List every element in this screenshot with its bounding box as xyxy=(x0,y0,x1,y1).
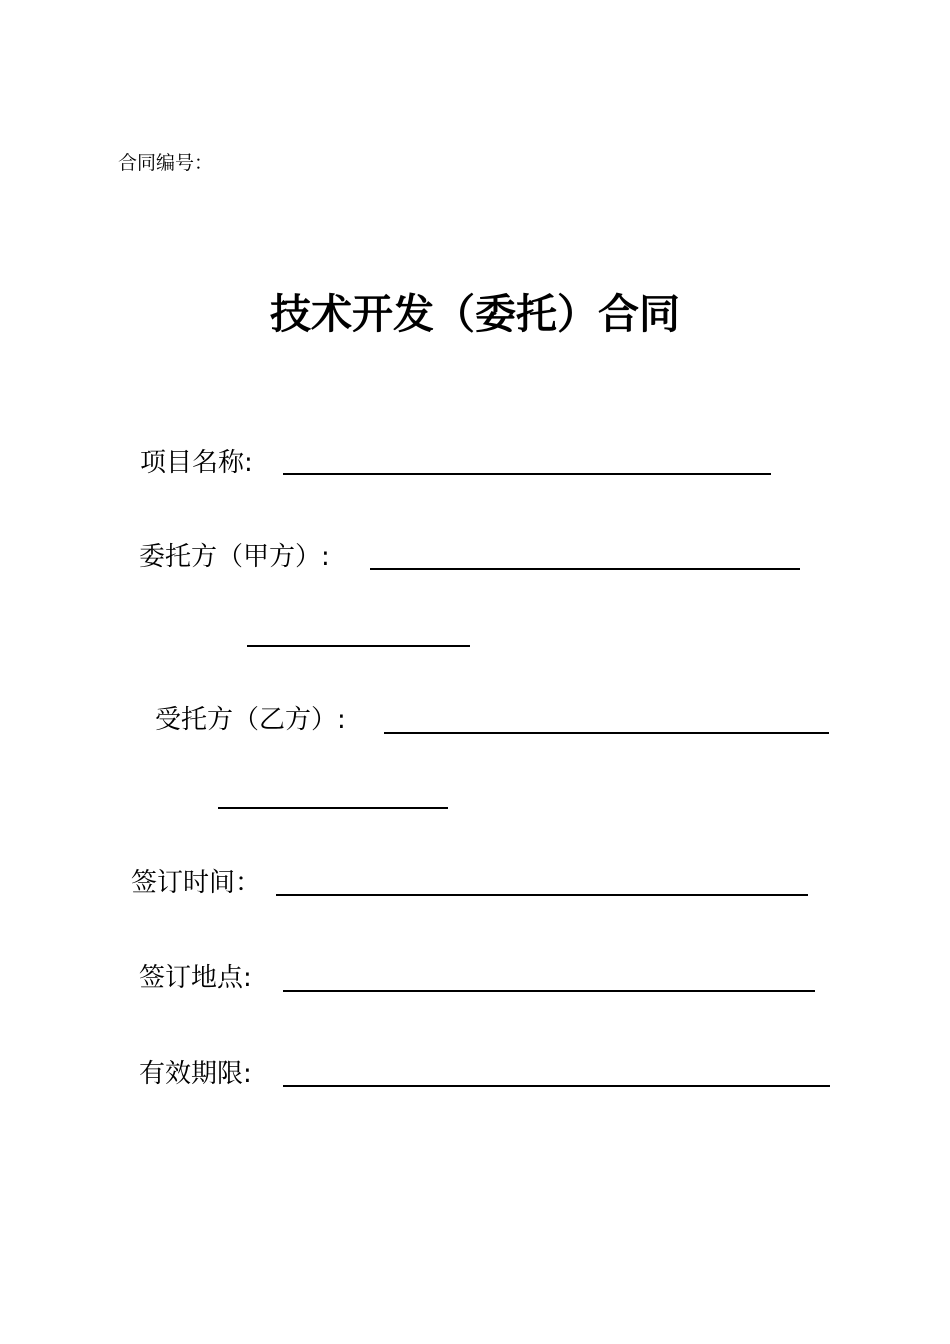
contract-number-label: 合同编号： xyxy=(118,152,214,174)
project-name-label: 项目名称: xyxy=(140,448,253,478)
signing-time-label: 签订时间： xyxy=(131,868,262,898)
client-blank-continuation xyxy=(247,645,470,647)
signing-time-blank xyxy=(276,894,808,896)
client-label: 委托方（甲方）: xyxy=(139,542,330,572)
contractor-blank-continuation xyxy=(218,807,448,809)
contractor-label: 受托方（乙方）: xyxy=(155,705,346,735)
validity-period-label: 有效期限: xyxy=(139,1059,252,1089)
signing-place-blank xyxy=(283,990,815,992)
client-blank xyxy=(370,568,800,570)
document-title: 技术开发（委托）合同 xyxy=(270,290,680,338)
contractor-blank xyxy=(384,732,829,734)
project-name-blank xyxy=(283,473,771,475)
validity-period-blank xyxy=(283,1085,830,1087)
signing-place-label: 签订地点: xyxy=(139,963,252,993)
